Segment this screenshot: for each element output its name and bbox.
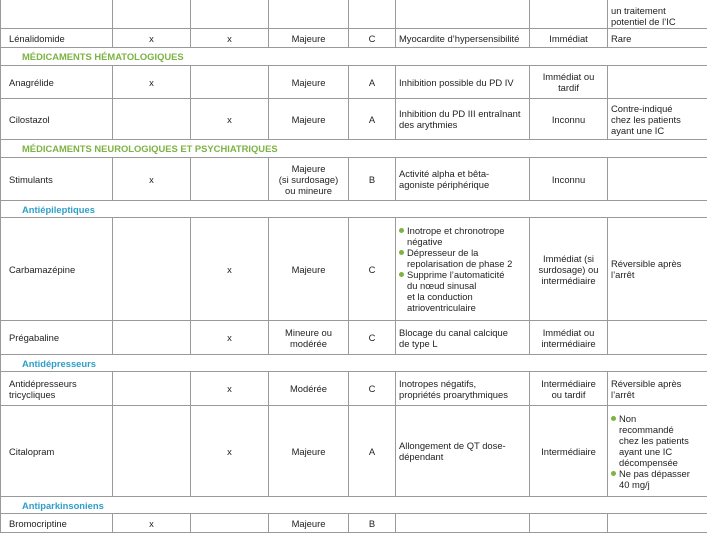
cell-line: x: [194, 264, 265, 275]
cell-line: Antidépresseurs: [9, 378, 109, 389]
bullet-line: Dépresseur de la: [407, 247, 526, 258]
mark-cell-2: [191, 158, 269, 201]
severity-cell: [269, 514, 349, 533]
cell-line: x: [116, 77, 187, 88]
cell-line: A: [352, 446, 392, 457]
bullet-line: Inotrope et chronotrope: [407, 225, 526, 236]
cell-line: ayant une IC: [611, 125, 704, 136]
cell-line: ou tardif: [533, 389, 604, 400]
cell-line: l’arrêt: [611, 389, 704, 400]
cell-line: Mineure ou: [272, 327, 345, 338]
cell-line: Inotropes négatifs,: [399, 378, 526, 389]
cell-line: Immédiat: [533, 33, 604, 44]
cell-line: x: [194, 446, 265, 457]
cell-line: Lénalidomide: [9, 33, 109, 44]
evidence-level-cell: [349, 218, 396, 321]
mechanism-cell: [396, 99, 530, 140]
cell-line: Majeure: [272, 33, 345, 44]
cell-line: tricycliques: [9, 389, 109, 400]
cell-line: A: [352, 114, 392, 125]
onset-cell: [530, 514, 608, 533]
bullet-line: Ne pas dépasser: [619, 468, 704, 479]
mark-cell-1: [113, 514, 191, 533]
section-label: MÉDICAMENTS NEUROLOGIQUES ET PSYCHIATRIQUES: [1, 140, 707, 158]
severity-cell: [269, 158, 349, 201]
cell-line: x: [116, 174, 187, 185]
onset-cell: [530, 218, 608, 321]
cell-line: x: [194, 33, 265, 44]
cell-line: Anagrélide: [9, 77, 109, 88]
cell-line: Blocage du canal calcique: [399, 327, 526, 338]
mark-cell-1: [113, 321, 191, 355]
cell-line: C: [352, 332, 392, 343]
mechanism-cell: [396, 218, 530, 321]
cell-line: Immédiat ou: [533, 71, 604, 82]
cell-line: l’arrêt: [611, 269, 704, 280]
bullet-line: recommandé: [619, 424, 704, 435]
mark-cell-2: [191, 29, 269, 48]
cell-line: agoniste périphérique: [399, 179, 526, 190]
cell-line: Activité alpha et bêta-: [399, 168, 526, 179]
evidence-level-cell: [349, 514, 396, 533]
cell-line: x: [194, 332, 265, 343]
cell-line: Majeure: [272, 163, 345, 174]
drug-name-cell: [1, 29, 113, 48]
bullet-item: [399, 247, 526, 269]
mark-cell-1: [113, 29, 191, 48]
cell-line: des arythmies: [399, 119, 526, 130]
mechanism-cell: [396, 29, 530, 48]
mechanism-cell: [396, 406, 530, 497]
onset-cell: [530, 29, 608, 48]
cell-line: B: [352, 518, 392, 529]
cell-line: Myocardite d’hypersensibilité: [399, 33, 526, 44]
mechanism-cell: [396, 372, 530, 406]
cell-line: Modérée: [272, 383, 345, 394]
remark-cell: [608, 218, 707, 321]
cell-line: modérée: [272, 338, 345, 349]
bullet-line: Non: [619, 413, 704, 424]
cell-line: Majeure: [272, 518, 345, 529]
cell-line: Bromocriptine: [9, 518, 109, 529]
mark-cell-2: [191, 66, 269, 99]
bullet-line: atrioventriculaire: [407, 302, 526, 313]
cell-line: Carbamazépine: [9, 264, 109, 275]
remark-cell: [608, 321, 707, 355]
drug-name-cell: [1, 218, 113, 321]
bullet-list: [611, 413, 704, 490]
cell-line: Stimulants: [9, 174, 109, 185]
bullet-line: du nœud sinusal: [407, 280, 526, 291]
cell-line: potentiel de l’IC: [611, 16, 704, 27]
mark-cell-2: [191, 406, 269, 497]
severity-cell: [269, 99, 349, 140]
mark-cell-1: [113, 99, 191, 140]
remark-cell: [608, 0, 707, 29]
cell-line: Majeure: [272, 264, 345, 275]
drug-name-cell: [1, 514, 113, 533]
remark-cell: [608, 99, 707, 140]
cell-line: (si surdosage): [272, 174, 345, 185]
cell-line: C: [352, 383, 392, 394]
cell-line: Immédiat (si: [533, 253, 604, 264]
section-label: Antiparkinsoniens: [1, 497, 707, 514]
evidence-level-cell: [349, 0, 396, 29]
cell-line: Immédiat ou: [533, 327, 604, 338]
cell-line: x: [194, 114, 265, 125]
drug-row: [1, 66, 707, 99]
mechanism-cell: [396, 66, 530, 99]
section-label: Antidépresseurs: [1, 355, 707, 372]
mechanism-cell: [396, 321, 530, 355]
cell-line: A: [352, 77, 392, 88]
bullet-line: ayant une IC: [619, 446, 704, 457]
mark-cell-2: [191, 218, 269, 321]
remark-cell: [608, 514, 707, 533]
mark-cell-2: [191, 0, 269, 29]
drug-row: [1, 321, 707, 355]
bullet-line: chez les patients: [619, 435, 704, 446]
subsection-header: [1, 497, 707, 514]
cell-line: Rare: [611, 33, 704, 44]
cell-line: Majeure: [272, 446, 345, 457]
drug-row: [1, 0, 707, 29]
drug-name-cell: [1, 158, 113, 201]
bullet-item: [611, 413, 704, 468]
mark-cell-1: [113, 66, 191, 99]
evidence-level-cell: [349, 406, 396, 497]
onset-cell: [530, 66, 608, 99]
evidence-level-cell: [349, 66, 396, 99]
cell-line: Intermédiaire: [533, 446, 604, 457]
remark-cell: [608, 406, 707, 497]
cell-line: B: [352, 174, 392, 185]
cell-line: x: [194, 383, 265, 394]
cell-line: chez les patients: [611, 114, 704, 125]
evidence-level-cell: [349, 158, 396, 201]
cell-line: intermédiaire: [533, 275, 604, 286]
bullet-line: repolarisation de phase 2: [407, 258, 526, 269]
mark-cell-1: [113, 158, 191, 201]
drug-name-cell: [1, 99, 113, 140]
bullet-line: et la conduction: [407, 291, 526, 302]
cell-line: ou mineure: [272, 185, 345, 196]
cell-line: Contre-indiqué: [611, 103, 704, 114]
bullet-line: Supprime l’automaticité: [407, 269, 526, 280]
remark-cell: [608, 66, 707, 99]
cell-line: C: [352, 264, 392, 275]
cell-line: Majeure: [272, 77, 345, 88]
cell-line: x: [116, 518, 187, 529]
cell-line: surdosage) ou: [533, 264, 604, 275]
bullet-line: décompensée: [619, 457, 704, 468]
drug-row: [1, 218, 707, 321]
cell-line: Citalopram: [9, 446, 109, 457]
drug-name-cell: [1, 0, 113, 29]
cell-line: Inhibition possible du PD IV: [399, 77, 526, 88]
bullet-item: [399, 269, 526, 313]
remark-cell: [608, 372, 707, 406]
cell-line: propriétés proarythmiques: [399, 389, 526, 400]
mark-cell-2: [191, 514, 269, 533]
drug-name-cell: [1, 321, 113, 355]
section-label: MÉDICAMENTS HÉMATOLOGIQUES: [1, 48, 707, 66]
cell-line: C: [352, 33, 392, 44]
bullet-item: [399, 225, 526, 247]
subsection-header: [1, 201, 707, 218]
evidence-level-cell: [349, 372, 396, 406]
subsection-header: [1, 355, 707, 372]
severity-cell: [269, 66, 349, 99]
cell-line: un traitement: [611, 5, 704, 16]
cell-line: de type L: [399, 338, 526, 349]
drug-name-cell: [1, 406, 113, 497]
cell-line: dépendant: [399, 451, 526, 462]
onset-cell: [530, 372, 608, 406]
onset-cell: [530, 0, 608, 29]
remark-cell: [608, 29, 707, 48]
cell-line: Allongement de QT dose-: [399, 440, 526, 451]
evidence-level-cell: [349, 99, 396, 140]
cell-line: Inhibition du PD III entraînant: [399, 108, 526, 119]
severity-cell: [269, 372, 349, 406]
drug-row: [1, 372, 707, 406]
section-header: [1, 48, 707, 66]
severity-cell: [269, 406, 349, 497]
bullet-line: négative: [407, 236, 526, 247]
onset-cell: [530, 99, 608, 140]
cell-line: Majeure: [272, 114, 345, 125]
onset-cell: [530, 321, 608, 355]
cell-line: x: [116, 33, 187, 44]
bullet-item: [611, 468, 704, 490]
cell-line: Intermédiaire: [533, 378, 604, 389]
cell-line: Prégabaline: [9, 332, 109, 343]
drug-name-cell: [1, 372, 113, 406]
cell-line: Inconnu: [533, 174, 604, 185]
section-label: Antiépileptiques: [1, 201, 707, 218]
drug-row: [1, 158, 707, 201]
remark-cell: [608, 158, 707, 201]
section-header: [1, 140, 707, 158]
mark-cell-1: [113, 0, 191, 29]
mark-cell-2: [191, 321, 269, 355]
evidence-level-cell: [349, 321, 396, 355]
mechanism-cell: [396, 158, 530, 201]
drug-row: [1, 29, 707, 48]
drug-name-cell: [1, 66, 113, 99]
onset-cell: [530, 406, 608, 497]
bullet-list: [399, 225, 526, 313]
cell-line: Réversible après: [611, 378, 704, 389]
cell-line: Inconnu: [533, 114, 604, 125]
severity-cell: [269, 321, 349, 355]
mark-cell-2: [191, 99, 269, 140]
cell-line: Cilostazol: [9, 114, 109, 125]
cell-line: tardif: [533, 82, 604, 93]
onset-cell: [530, 158, 608, 201]
bullet-line: 40 mg/j: [619, 479, 704, 490]
severity-cell: [269, 218, 349, 321]
mechanism-cell: [396, 514, 530, 533]
mark-cell-2: [191, 372, 269, 406]
drug-row: [1, 99, 707, 140]
severity-cell: [269, 0, 349, 29]
cell-line: Réversible après: [611, 258, 704, 269]
severity-cell: [269, 29, 349, 48]
mark-cell-1: [113, 218, 191, 321]
mark-cell-1: [113, 406, 191, 497]
evidence-level-cell: [349, 29, 396, 48]
mark-cell-1: [113, 372, 191, 406]
cell-line: intermédiaire: [533, 338, 604, 349]
mechanism-cell: [396, 0, 530, 29]
drug-row: [1, 406, 707, 497]
drug-row: [1, 514, 707, 533]
